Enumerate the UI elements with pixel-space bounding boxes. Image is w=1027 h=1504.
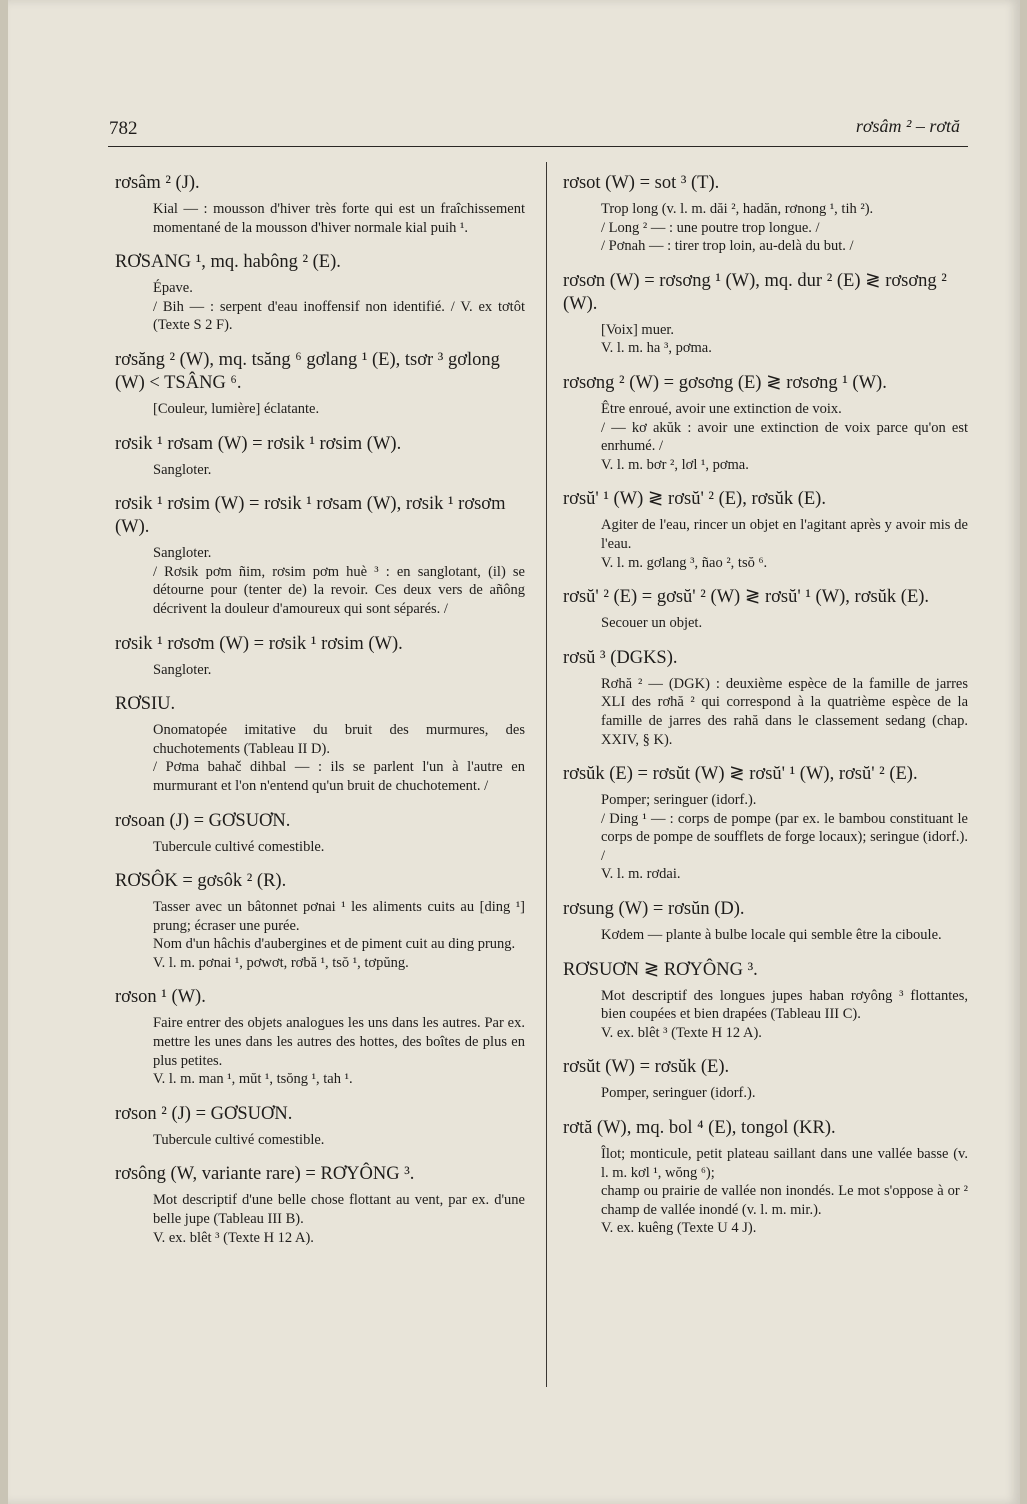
definition-line: Tasser avec un bâtonnet pơnai ¹ les aliments cuits au [ding ¹] prung; écraser une purée. (153, 899, 525, 934)
entry-headword: RƠSUƠN ≷ RƠYÔNG ³. (563, 959, 758, 980)
right-column (563, 172, 968, 1252)
entry-headword: rơsăng ² (W), mq. tsăng ⁶ gơlang ¹ (E), tsơr ³ gơlong (W) < TSÂNG ⁶. (115, 349, 500, 393)
definition-line: Sangloter. (153, 545, 212, 562)
definition-line: Être enroué, avoir une extinction de voix. (601, 400, 842, 417)
dictionary-entry (115, 1103, 525, 1150)
definition-line: Mot descriptif d'une belle chose flottant au vent, par ex. d'une belle jupe (Tableau III B). (153, 1192, 525, 1228)
definition-line: Nom d'un hâchis d'aubergines et de piment cuit au ding prung. (153, 936, 516, 953)
entry-headword: rơsik ¹ rơsam (W) = rơsik ¹ rơsim (W). (115, 433, 402, 454)
entry-headword: rơsik ¹ rơsơm (W) = rơsik ¹ rơsim (W). (115, 633, 403, 654)
entry-headword: RƠSIU. (115, 694, 176, 715)
definition-line: Trop long (v. l. m. dăi ², hadăn, rơnong ¹, tih ²). (601, 201, 874, 217)
definition-line: / — kơ akŭk : avoir une extinction de voix parce qu'on est enrhumé. / (601, 419, 968, 455)
entry-definition (601, 200, 968, 256)
header-rule (108, 146, 968, 147)
entry-headword: rơsŭ' ¹ (W) ≷ rơsŭ' ² (E), rơsŭk (E). (563, 489, 826, 510)
entry-headword: rơsik ¹ rơsim (W) = rơsik ¹ rơsam (W), rơsik ¹ rơsơm (W). (115, 494, 506, 538)
entry-headword: rơsoan (J) = GƠSUƠN. (115, 810, 291, 831)
definition-line: V. l. m. man ¹, mŭt ¹, tsŏng ¹, tah ¹. (153, 1071, 353, 1088)
dictionary-entry (563, 1056, 968, 1103)
running-head: rơsâm ² – rơtă (855, 116, 960, 136)
entry-definition (153, 898, 525, 972)
dictionary-entry (563, 586, 968, 633)
entry-headword: rơsung (W) = rơsŭn (D). (563, 899, 745, 920)
entry-definition (601, 926, 968, 945)
definition-line: Épave. (153, 280, 193, 297)
entry-headword: rơsơng ² (W) = gơsơng (E) ≷ rơsơng ¹ (W). (563, 372, 887, 393)
definition-line: Tubercule cultivé comestible. (153, 838, 325, 855)
definition-line: / Pơma bahač dihbal — : ils se parlent l'un à l'autre en murmurant et l'on n'entend qu'un bruit de chuchotement. / (153, 759, 525, 794)
definition-line: / Rơsik pơm ñim, rơsim pơm huè ³ : en sanglotant, (il) se détourne pour (tenter de) la revoir. Ces deux vers de añông décrivent la douleur d'amoureux qui sont séparés. / (153, 563, 525, 617)
entry-headword: rơson ¹ (W). (115, 987, 206, 1008)
definition-line: champ ou prairie de vallée non inondés. Le mot s'oppose à or ² champ de vallée inondé (v. l. m. mir.). (601, 1183, 968, 1218)
definition-line: / Pơnah — : tirer trop loin, au-delà du but. / (601, 238, 854, 255)
definition-line: V. l. m. ha ³, pơma. (601, 340, 712, 357)
entry-headword: rơson ² (J) = GƠSUƠN. (115, 1103, 293, 1124)
dictionary-entry (115, 493, 525, 618)
definition-line: V. l. m. bơr ², lơl ¹, pơma. (601, 456, 749, 473)
entry-definition (153, 544, 525, 618)
entry-definition (601, 675, 968, 749)
dictionary-entry (115, 986, 525, 1088)
entry-headword: RƠSÔK = gơsôk ² (R). (115, 871, 287, 892)
page-number: 782 (109, 118, 138, 139)
column-divider (546, 162, 547, 1387)
entry-definition (153, 1191, 525, 1247)
dictionary-entry (563, 372, 968, 474)
dictionary-entry (115, 349, 525, 419)
definition-line: Secouer un objet. (601, 615, 703, 632)
entry-headword: rơsŭ' ² (E) = gơsŭ' ² (W) ≷ rơsŭ' ¹ (W), rơsŭk (E). (563, 587, 930, 608)
dictionary-entry (563, 763, 968, 884)
entry-definition (153, 461, 525, 480)
definition-line: Îlot; monticule, petit plateau saillant dans une vallée basse (v. l. m. kơl ¹, wŏng ⁶); (601, 1146, 968, 1181)
definition-line: Onomatopée imitative du bruit des murmures, des chuchotements (Tableau II D). (153, 722, 525, 757)
entry-headword: rơsŭ ³ (DGKS). (563, 647, 678, 668)
definition-line: / Long ² — : une poutre trop longue. / (601, 219, 820, 236)
entry-headword: RƠSANG ¹, mq. habông ² (E). (115, 252, 341, 273)
entry-definition (153, 721, 525, 795)
definition-line: Tubercule cultivé comestible. (153, 1131, 325, 1148)
dictionary-entry (563, 488, 968, 572)
dictionary-page (8, 0, 1020, 1504)
definition-line: V. ex. kuêng (Texte U 4 J). (601, 1220, 757, 1237)
dictionary-entry (563, 1117, 968, 1238)
definition-line: / Ding ¹ — : corps de pompe (par ex. le bambou constituant le corps de pompe de soufflets de forge locaux); seringue (idorf.). / (601, 810, 968, 864)
dictionary-entry (563, 270, 968, 358)
dictionary-entry (115, 870, 525, 972)
dictionary-entry (115, 1163, 525, 1247)
definition-line: Agiter de l'eau, rincer un objet en l'agitant après y avoir mis de l'eau. (601, 517, 968, 552)
dictionary-entry (563, 172, 968, 256)
entry-headword: rơsâm ² (J). (115, 173, 200, 193)
dictionary-entry (563, 647, 968, 749)
entry-headword: rơsơn (W) = rơsơng ¹ (W), mq. dur ² (E) ≷ rơsơng ² (W). (563, 270, 947, 314)
dictionary-entry (115, 251, 525, 335)
definition-line: Mot descriptif des longues jupes haban rơyông ³ flottantes, bien coupées et bien drapées (Tableau III C). (601, 987, 968, 1023)
entry-headword: rơsot (W) = sot ³ (T). (563, 173, 720, 193)
dictionary-entry (115, 172, 525, 237)
entry-definition (153, 200, 525, 237)
dictionary-entry (115, 693, 525, 795)
definition-line: V. l. m. rơdai. (601, 866, 681, 883)
definition-line: Rơhă ² — (DGK) : deuxième espèce de la famille de jarres XLI des rơhă ² qui correspond à la quatrième espèce de la famille de jarres des rahă dans le classement sedang (chap. XXIV, § K). (601, 675, 968, 748)
entry-definition (601, 400, 968, 474)
entry-definition (153, 661, 525, 680)
definition-line: V. ex. blêt ³ (Texte H 12 A). (153, 1229, 314, 1246)
entry-definition (601, 791, 968, 884)
dictionary-entry (115, 633, 525, 680)
definition-line: Sangloter. (153, 461, 212, 478)
definition-line: Pomper, seringuer (idorf.). (601, 1085, 756, 1102)
dictionary-entry (563, 959, 968, 1043)
definition-line: / Bih — : serpent d'eau inoffensif non identifié. / V. ex tơtôt (Texte S 2 F). (153, 298, 525, 334)
definition-line: V. ex. blêt ³ (Texte H 12 A). (601, 1024, 762, 1041)
entry-definition (601, 1084, 968, 1103)
entry-headword: rơsŭk (E) = rơsŭt (W) ≷ rơsŭ' ¹ (W), rơsŭ' ² (E). (563, 764, 918, 785)
definition-line: [Voix] muer. (601, 321, 675, 338)
entry-headword: rơtă (W), mq. bol ⁴ (E), tongol (KR). (563, 1118, 836, 1139)
definition-line: Kial — : mousson d'hiver très forte qui est un fraîchissement momentané de la mousson d'hiver normale kial puih ¹. (153, 201, 525, 236)
entry-definition (601, 321, 968, 358)
entry-definition (153, 1131, 525, 1150)
definition-line: Pomper; seringuer (idorf.). (601, 792, 757, 809)
entry-headword: rơsŭt (W) = rơsŭk (E). (563, 1057, 730, 1078)
entry-headword: rơsông (W, variante rare) = RƠYÔNG ³. (115, 1164, 415, 1185)
entry-definition (601, 614, 968, 633)
definition-line: [Couleur, lumière] éclatante. (153, 400, 320, 417)
dictionary-entry (115, 810, 525, 857)
entry-definition (153, 1014, 525, 1088)
left-column (115, 172, 525, 1261)
entry-definition (153, 838, 525, 857)
entry-definition (153, 279, 525, 335)
entry-definition (601, 516, 968, 572)
definition-line: Kơdem — plante à bulbe locale qui semble être la ciboule. (601, 927, 942, 944)
entry-definition (601, 1145, 968, 1238)
dictionary-entry (115, 433, 525, 480)
definition-line: Faire entrer des objets analogues les uns dans les autres. Par ex. mettre les unes dans les autres des hottes, des boîtes de plus en plus petites. (153, 1015, 525, 1069)
entry-definition (601, 987, 968, 1043)
definition-line: V. l. m. gơlang ³, ñao ², tsŏ ⁶. (601, 554, 768, 571)
entry-definition (153, 400, 525, 419)
definition-line: V. l. m. pơnai ¹, pơwơt, rơbă ¹, tsŏ ¹, tơpŭng. (153, 954, 409, 971)
definition-line: Sangloter. (153, 661, 212, 678)
dictionary-entry (563, 898, 968, 945)
